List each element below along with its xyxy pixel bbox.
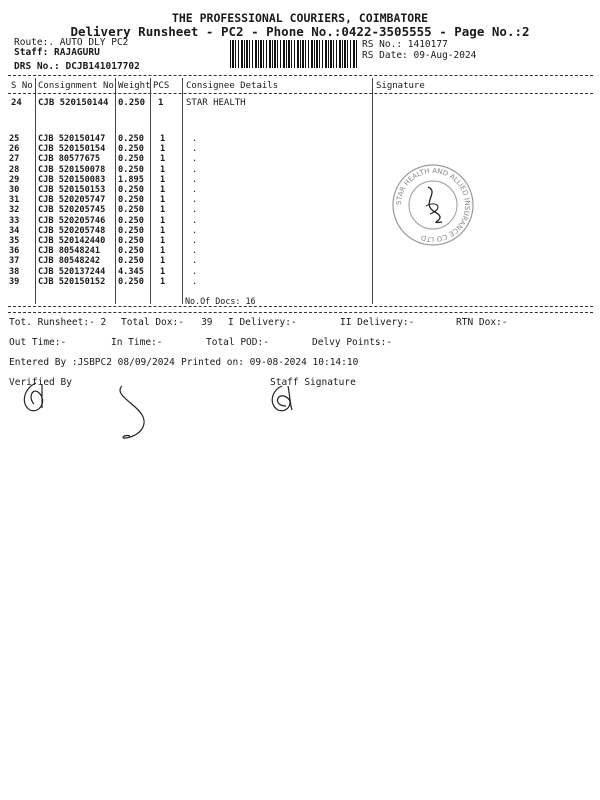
barcode [230, 40, 357, 68]
header-top-rule [8, 75, 593, 76]
row-pcs: 1 [160, 205, 166, 216]
table-row [9, 154, 232, 164]
total-dox: Total Dox:- 39 [121, 317, 213, 328]
table-row [9, 205, 232, 215]
total-pod: Total POD:- [206, 337, 269, 348]
row-sno: 30 [9, 185, 20, 196]
row-consignment: CJB 80548242 [38, 256, 101, 267]
row-sno: 29 [9, 174, 20, 185]
row-consignee: . [192, 134, 198, 144]
row-weight: 0.250 [118, 215, 144, 226]
col-signature: Signature [376, 81, 425, 91]
table-row [9, 175, 232, 185]
entered-by: Entered By :JSBPC2 08/09/2024 [9, 357, 175, 368]
header-bottom-rule [8, 93, 593, 94]
ii-delivery: II Delivery:- [340, 317, 415, 328]
row-weight: 0.250 [118, 134, 144, 144]
row-consignee: . [192, 154, 198, 165]
row-consignment: CJB 520150152 [38, 276, 106, 287]
rtn-dox: RTN Dox:- [456, 317, 508, 328]
table-row [9, 134, 232, 144]
row-pcs: 1 [160, 144, 166, 155]
delvy-points: Delvy Points:- [312, 337, 393, 348]
table-row [9, 226, 232, 236]
row-consignee: . [192, 205, 198, 216]
row-sno: 39 [9, 276, 20, 287]
row-consignment: CJB 520137244 [38, 266, 106, 277]
row-weight: 0.250 [118, 225, 144, 236]
col-weight: Weight [118, 81, 151, 91]
row-sno: 31 [9, 195, 20, 206]
row-pcs: 1 [160, 236, 166, 247]
row-consignment: CJB 520205748 [38, 225, 106, 236]
table-row [9, 267, 232, 277]
row-consignment: CJB 80548241 [38, 246, 101, 257]
table-row [9, 236, 232, 246]
row-pcs: 1 [160, 215, 166, 226]
row-consignment: CJB 520150144 [38, 98, 109, 108]
row-pcs: 1 [160, 185, 166, 196]
verifier-signature-2 [110, 382, 158, 442]
row-consignee: . [192, 225, 198, 236]
row-consignee: . [192, 195, 198, 206]
row-weight: 0.250 [118, 185, 144, 196]
row-consignment: CJB 520150153 [38, 185, 106, 196]
row-sno: 37 [9, 256, 20, 267]
company-stamp [390, 162, 476, 248]
row-consignment: CJB 80577675 [38, 154, 101, 165]
row-consignee: . [192, 185, 198, 196]
row-weight: 0.250 [118, 236, 144, 247]
row-pcs: 1 [160, 276, 166, 287]
row-pcs: 1 [160, 266, 166, 277]
row-weight: 0.250 [118, 154, 144, 165]
row-consignment: CJB 520150083 [38, 174, 106, 185]
table-row [9, 165, 232, 175]
col-pcs: PCS [153, 81, 170, 91]
runsheet-title: Delivery Runsheet - PC2 - Phone No.:0422-3505555 - Page No.:2 [70, 24, 530, 39]
row-pcs: 1 [160, 154, 166, 165]
table-bottom-rule [8, 306, 593, 307]
row-pcs: 1 [158, 98, 164, 108]
printed-on: Printed on: 09-08-2024 10:14:10 [181, 357, 359, 368]
verified-by: Verified By [9, 377, 72, 388]
drs-number: DRS No.: DCJB141017702 [14, 61, 140, 72]
row-weight: 0.250 [118, 276, 144, 287]
row-sno: 38 [9, 266, 20, 277]
company-title: THE PROFESSIONAL COURIERS, COIMBATORE [171, 11, 429, 25]
row-sno: 24 [11, 98, 22, 108]
row-consignee: . [192, 246, 198, 257]
row-weight: 1.895 [118, 174, 144, 185]
route-label: Route:. AUTO DLY PC2 [14, 37, 129, 48]
table-row [9, 185, 232, 195]
rs-number: RS No.: 1410177 [362, 39, 448, 50]
row-sno: 25 [9, 134, 20, 144]
in-time: In Time:- [111, 337, 163, 348]
row-consignee: . [192, 174, 198, 185]
row-consignment: CJB 520150078 [38, 164, 106, 175]
row-weight: 0.250 [118, 98, 146, 108]
row-consignee: . [192, 236, 198, 247]
row-pcs: 1 [160, 195, 166, 206]
row-pcs: 1 [160, 225, 166, 236]
row-consignment: CJB 520205746 [38, 215, 106, 226]
consignment-table [9, 134, 232, 287]
row-pcs: 1 [160, 174, 166, 185]
table-row [9, 256, 232, 266]
staff-signature-label: Staff Signature [270, 377, 356, 388]
row-consignment: CJB 520142440 [38, 236, 106, 247]
table-row [9, 246, 232, 256]
rs-date: RS Date: 09-Aug-2024 [362, 50, 477, 61]
row-consignee: . [192, 256, 198, 267]
row-sno: 35 [9, 236, 20, 247]
tot-runsheet: Tot. Runsheet:- 2 [9, 317, 107, 328]
row-weight: 4.345 [118, 266, 144, 277]
row-consignee: . [192, 215, 198, 226]
no-of-docs: No.Of Docs: 16 [185, 296, 256, 306]
col-divider [372, 78, 373, 304]
row-sno: 27 [9, 154, 20, 165]
row-pcs: 1 [160, 134, 166, 144]
row-weight: 0.250 [118, 205, 144, 216]
row-consignee: . [192, 276, 198, 287]
row-pcs: 1 [160, 246, 166, 257]
col-consignment: Consignment No [38, 81, 114, 91]
row-sno: 36 [9, 246, 20, 257]
stamp-text: STAR HEALTH AND ALLIED INSURANCE CO LTD [394, 166, 472, 244]
verifier-signature [16, 380, 56, 414]
table-row [9, 144, 232, 154]
row-sno: 28 [9, 164, 20, 175]
row-weight: 0.250 [118, 195, 144, 206]
row-consignee: STAR HEALTH [186, 98, 246, 108]
row-sno: 32 [9, 205, 20, 216]
staff-signature [266, 384, 300, 414]
staff-label: Staff: RAJAGURU [14, 47, 100, 58]
row-sno: 33 [9, 215, 20, 226]
row-weight: 0.250 [118, 246, 144, 257]
row-weight: 0.250 [118, 164, 144, 175]
row-consignment: CJB 520150154 [38, 144, 106, 155]
row-sno: 34 [9, 225, 20, 236]
row-weight: 0.250 [118, 256, 144, 267]
table-row [9, 277, 232, 287]
row-sno: 26 [9, 144, 20, 155]
row-consignee: . [192, 266, 198, 277]
row-pcs: 1 [160, 256, 166, 267]
row-consignment: CJB 520205745 [38, 205, 106, 216]
row-consignee: . [192, 144, 198, 155]
i-delivery: I Delivery:- [228, 317, 297, 328]
row-consignee: . [192, 164, 198, 175]
table-row [9, 195, 232, 205]
out-time: Out Time:- [9, 337, 67, 348]
row-pcs: 1 [160, 164, 166, 175]
table-row [9, 216, 232, 226]
row-consignment: CJB 520150147 [38, 134, 106, 144]
row-consignment: CJB 520205747 [38, 195, 106, 206]
row-weight: 0.250 [118, 144, 144, 155]
summary-top-rule [8, 312, 593, 313]
col-consignee: Consignee Details [186, 81, 279, 91]
col-sno: S No [11, 81, 33, 91]
